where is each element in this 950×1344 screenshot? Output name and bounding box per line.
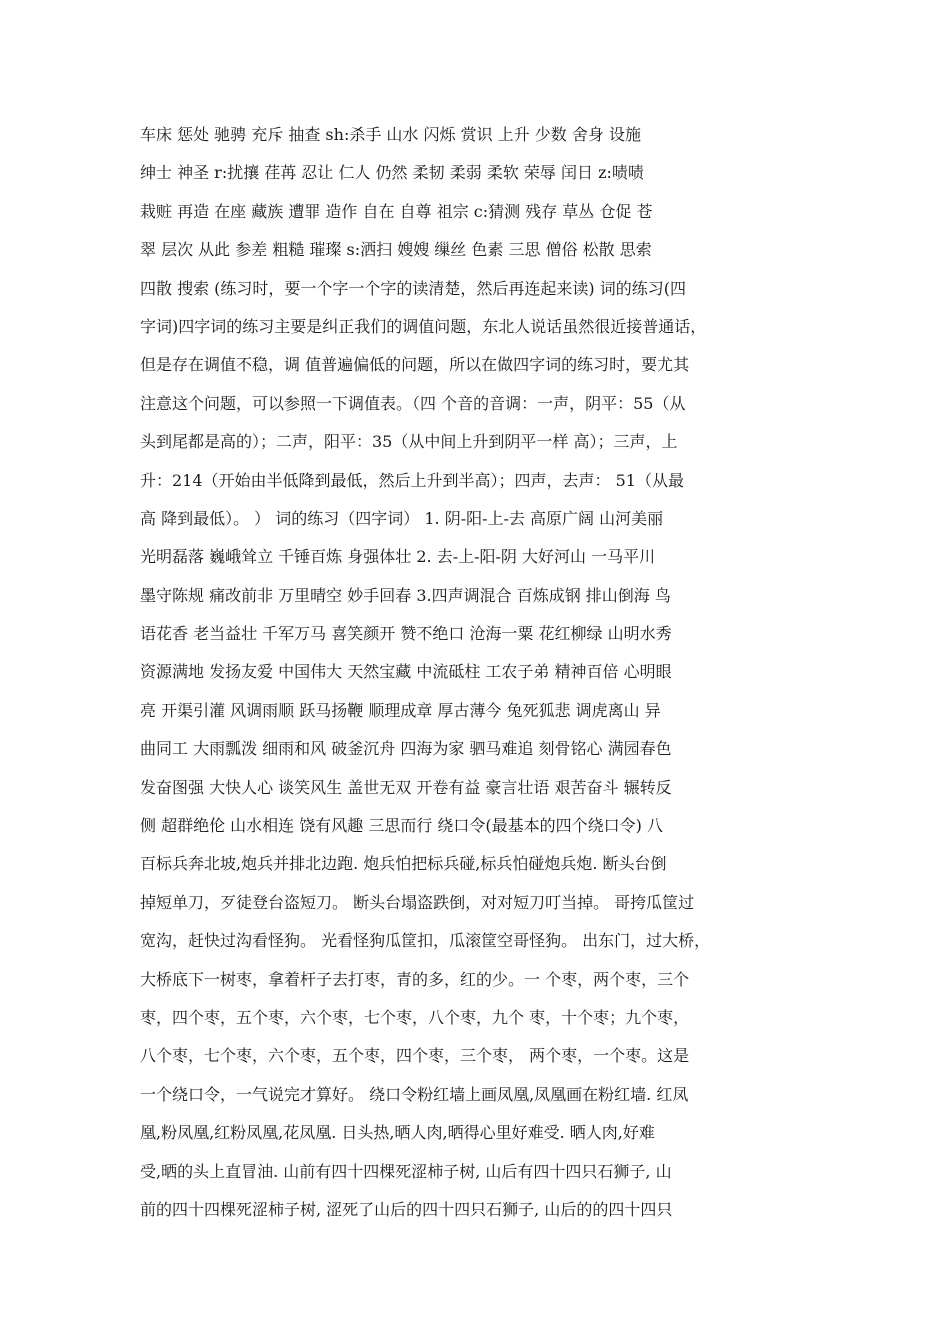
text-line: 八个枣，七个枣，六个枣，五个枣，四个枣，三个枣， 两个枣，一个枣。这是 [140, 1046, 690, 1066]
text-line: 资源满地 发扬友爱 中国伟大 天然宝藏 中流砥柱 工农子弟 精神百倍 心明眼 [140, 662, 672, 682]
text-line: 枣，四个枣，五个枣，六个枣，七个枣，八个枣，九个 枣，十个枣；九个枣， [140, 1007, 690, 1027]
text-line: 凰,粉凤凰,红粉凤凰,花凤凰. 日头热,晒人肉,晒得心里好难受. 晒人肉,好难 [140, 1123, 655, 1143]
text-line: 注意这个问题，可以参照一下调值表。（四 个音的音调：一声，阴平：55（从 [140, 393, 686, 413]
text-line: 光明磊落 巍峨耸立 千锤百炼 身强体壮 2. 去-上-阳-阴 大好河山 一马平川 [140, 547, 656, 567]
text-line: 百标兵奔北坡,炮兵并排北边跑. 炮兵怕把标兵碰,标兵怕碰炮兵炮. 断头台倒 [140, 854, 667, 874]
text-line: 升：214（开始由半低降到最低，然后上升到半高）；四声，去声： 51（从最 [140, 470, 684, 490]
text-line: 但是存在调值不稳，调 值普遍偏低的问题，所以在做四字词的练习时，要尤其 [140, 355, 690, 375]
text-line: 受,晒的头上直冒油. 山前有四十四棵死涩柿子树, 山后有四十四只石狮子, 山 [140, 1161, 672, 1181]
text-line: 车床 惩处 驰骋 充斥 抽查 sh:杀手 山水 闪烁 赏识 上升 少数 舍身 设施 [140, 125, 641, 144]
text-line: 翠 层次 从此 参差 粗糙 璀璨 s:洒扫 嫂嫂 缫丝 色素 三思 僧俗 松散 思索 [140, 240, 652, 260]
text-line: 发奋图强 大快人心 谈笑风生 盖世无双 开卷有益 豪言壮语 艰苦奋斗 辗转反 [140, 777, 672, 797]
text-line: 四散 搜索 (练习时，要一个字一个字的读清楚，然后再连起来读) 词的练习(四 [140, 278, 686, 298]
body-text [140, 116, 816, 1229]
text-line: 一个绕口令，一气说完才算好。 绕口令粉红墙上画凤凰,凤凰画在粉红墙. 红凤 [140, 1084, 689, 1104]
text-line: 前的四十四棵死涩柿子树, 涩死了山后的四十四只石狮子, 山后的的四十四只 [140, 1199, 673, 1219]
text-line: 大桥底下一树枣，拿着杆子去打枣，青的多，红的少。一 个枣，两个枣，三个 [140, 969, 690, 989]
text-line: 高 降到最低）。 ） 词的练习（四字词） 1. 阴-阳-上-去 高原广阔 山河美丽 [140, 508, 664, 528]
text-line: 侧 超群绝伦 山水相连 饶有风趣 三思而行 绕口令(最基本的四个绕口令) 八 [140, 816, 664, 836]
text-line: 亮 开渠引灌 风调雨顺 跃马扬鞭 顺理成章 厚古薄今 兔死狐悲 调虎离山 异 [140, 700, 661, 720]
text-line: 语花香 老当益壮 千军万马 喜笑颜开 赞不绝口 沧海一粟 花红柳绿 山明水秀 [140, 624, 672, 644]
text-line: 掉短单刀，歹徒登台盗短刀。 断头台塌盗跌倒，对对短刀叮当掉。 哥挎瓜筐过 [140, 892, 695, 912]
text-line: 字词)四字词的练习主要是纠正我们的调值问题，东北人说话虽然很近接普通话， [140, 316, 707, 336]
text-line: 曲同工 大雨瓢泼 细雨和风 破釜沉舟 四海为家 驷马难追 刻骨铭心 满园春色 [140, 739, 672, 759]
text-line: 绅士 神圣 r:扰攘 荏苒 忍让 仁人 仍然 柔韧 柔弱 柔软 荣辱 闰日 z:啧啧 [140, 163, 644, 183]
text-line: 墨守陈规 痛改前非 万里晴空 妙手回春 3.四声调混合 百炼成钢 排山倒海 鸟 [140, 585, 671, 605]
text-line: 栽赃 再造 在座 藏族 遭罪 造作 自在 自尊 祖宗 c:猜测 残存 草丛 仓促 苍 [140, 201, 653, 221]
text-line: 宽沟，赶快过沟看怪狗。 光看怪狗瓜筐扣，瓜滚筐空哥怪狗。 出东门，过大桥， [140, 931, 711, 951]
text-line: 头到尾都是高的）；二声，阳平：35（从中间上升到阴平一样 高）；三声，上 [140, 432, 678, 452]
